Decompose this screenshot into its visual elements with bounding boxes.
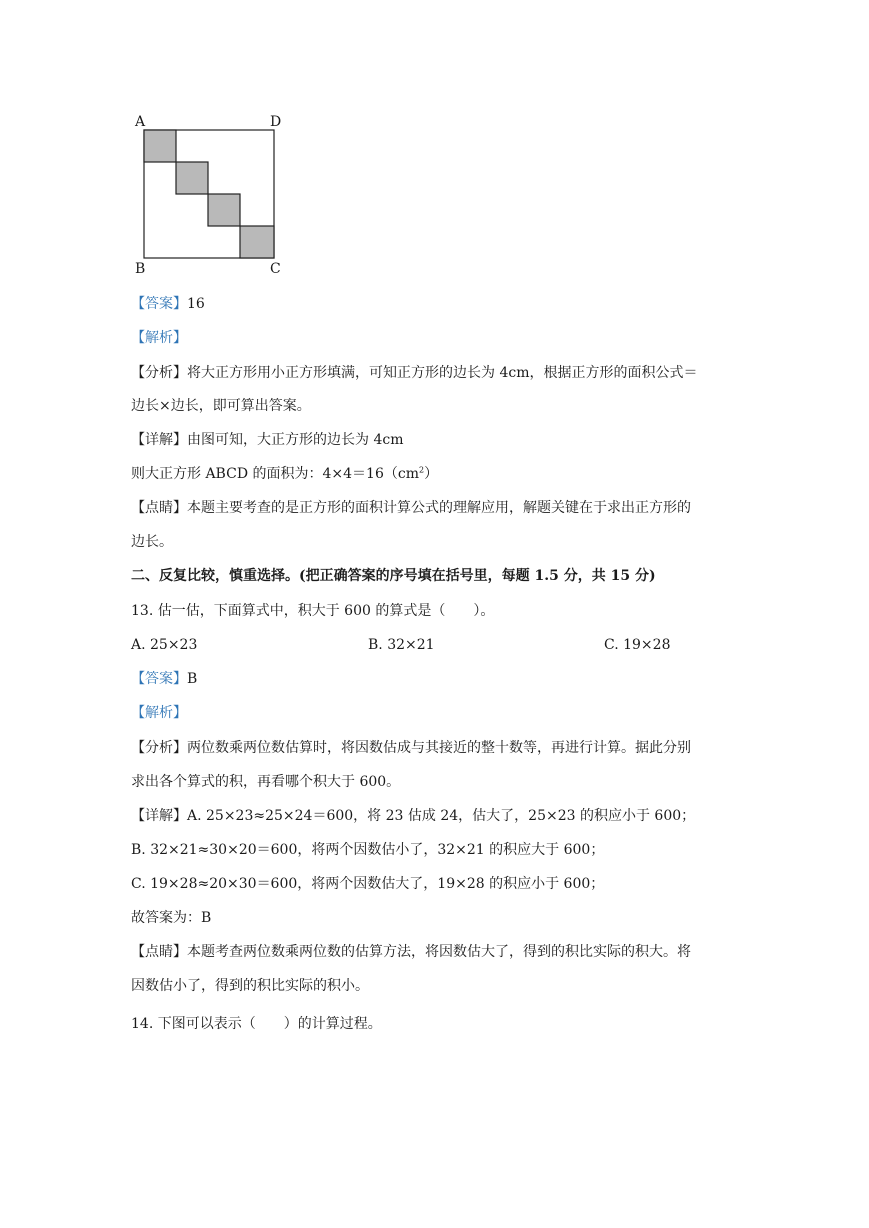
q13-option-c: C. 19×28	[604, 637, 671, 653]
q13-option-b: B. 32×21	[368, 637, 435, 653]
q13-dianjing-line2: 因数估小了，得到的积比实际的积小。	[131, 978, 369, 994]
q12-xiangjie-line1	[131, 430, 403, 450]
q13-fenxi-line2: 求出各个算式的积，再看哪个积大于 600。	[131, 774, 401, 790]
shaded-square-2	[176, 162, 208, 194]
answer-value: B	[187, 671, 198, 687]
xiangjie-text: A. 25×23≈25×24＝600，将 23 估成 24，估大了，25×23 的积应小于 600；	[187, 808, 696, 824]
section2-heading: 二、反复比较，慎重选择。(把正确答案的序号填在括号里，每题 1.5 分，共 15 分)	[131, 568, 656, 584]
area-sup: 2	[418, 465, 425, 475]
area-close: ）	[424, 466, 439, 482]
q12-dianjing-line2: 边长。	[131, 534, 173, 550]
fenxi-tag: 【分析】	[131, 365, 187, 381]
q13-xiangjie-line1	[131, 806, 695, 826]
q13-option-a: A. 25×23	[131, 637, 198, 653]
q13-fenxi-line1	[131, 738, 691, 758]
area-text: 则大正方形 ABCD 的面积为：4×4＝16（cm	[131, 466, 419, 482]
xiangjie-tag: 【详解】	[131, 432, 187, 448]
q13-xiangjie-line3: C. 19×28≈20×30＝600，将两个因数估大了，19×28 的积应小于 600；	[131, 876, 605, 892]
xiangjie-text: 由图可知，大正方形的边长为 4cm	[187, 432, 404, 448]
label-d: D	[270, 114, 282, 130]
q13-xiangjie-line2: B. 32×21≈30×20＝600，将两个因数估小了，32×21 的积应大于 600；	[131, 842, 605, 858]
q13-stem: 13. 估一估，下面算式中，积大于 600 的算式是（ ）。	[131, 603, 495, 619]
square-abcd-figure	[140, 126, 280, 262]
shaded-square-3	[208, 194, 240, 226]
q12-dianjing-line1	[131, 498, 691, 518]
shaded-square-1	[144, 130, 176, 162]
dianjing-text: 本题考查两位数乘两位数的估算方法，将因数估大了，得到的积比实际的积大。将	[187, 944, 691, 960]
label-b: B	[135, 261, 146, 277]
q12-answer-line	[131, 294, 205, 314]
answer-value: 16	[187, 296, 205, 312]
label-c: C	[270, 261, 281, 277]
dianjing-tag: 【点睛】	[131, 500, 187, 516]
analysis-tag: 【解析】	[131, 330, 187, 346]
dianjing-text: 本题主要考查的是正方形的面积计算公式的理解应用，解题关键在于求出正方形的	[187, 500, 691, 516]
answer-tag: 【答案】	[131, 296, 187, 312]
q13-dianjing-line1	[131, 942, 691, 962]
fenxi-tag: 【分析】	[131, 740, 187, 756]
q12-analysis-line	[131, 328, 187, 348]
q13-answer-line	[131, 669, 197, 689]
q12-xiangjie-line2	[131, 464, 438, 484]
q14-stem: 14. 下图可以表示（ ）的计算过程。	[131, 1016, 382, 1032]
analysis-tag: 【解析】	[131, 705, 187, 721]
q13-xiangjie-line4: 故答案为：B	[131, 910, 212, 926]
shaded-square-4	[240, 226, 274, 258]
answer-tag: 【答案】	[131, 671, 187, 687]
fenxi-text: 将大正方形用小正方形填满，可知正方形的边长为 4cm，根据正方形的面积公式＝	[187, 365, 698, 381]
q13-analysis-line	[131, 703, 187, 723]
label-a: A	[135, 114, 146, 130]
q12-fenxi-line2: 边长×边长，即可算出答案。	[131, 398, 311, 414]
xiangjie-tag: 【详解】	[131, 808, 187, 824]
q12-fenxi-line1	[131, 363, 697, 383]
fenxi-text: 两位数乘两位数估算时，将因数估成与其接近的整十数等，再进行计算。据此分别	[187, 740, 691, 756]
dianjing-tag: 【点睛】	[131, 944, 187, 960]
